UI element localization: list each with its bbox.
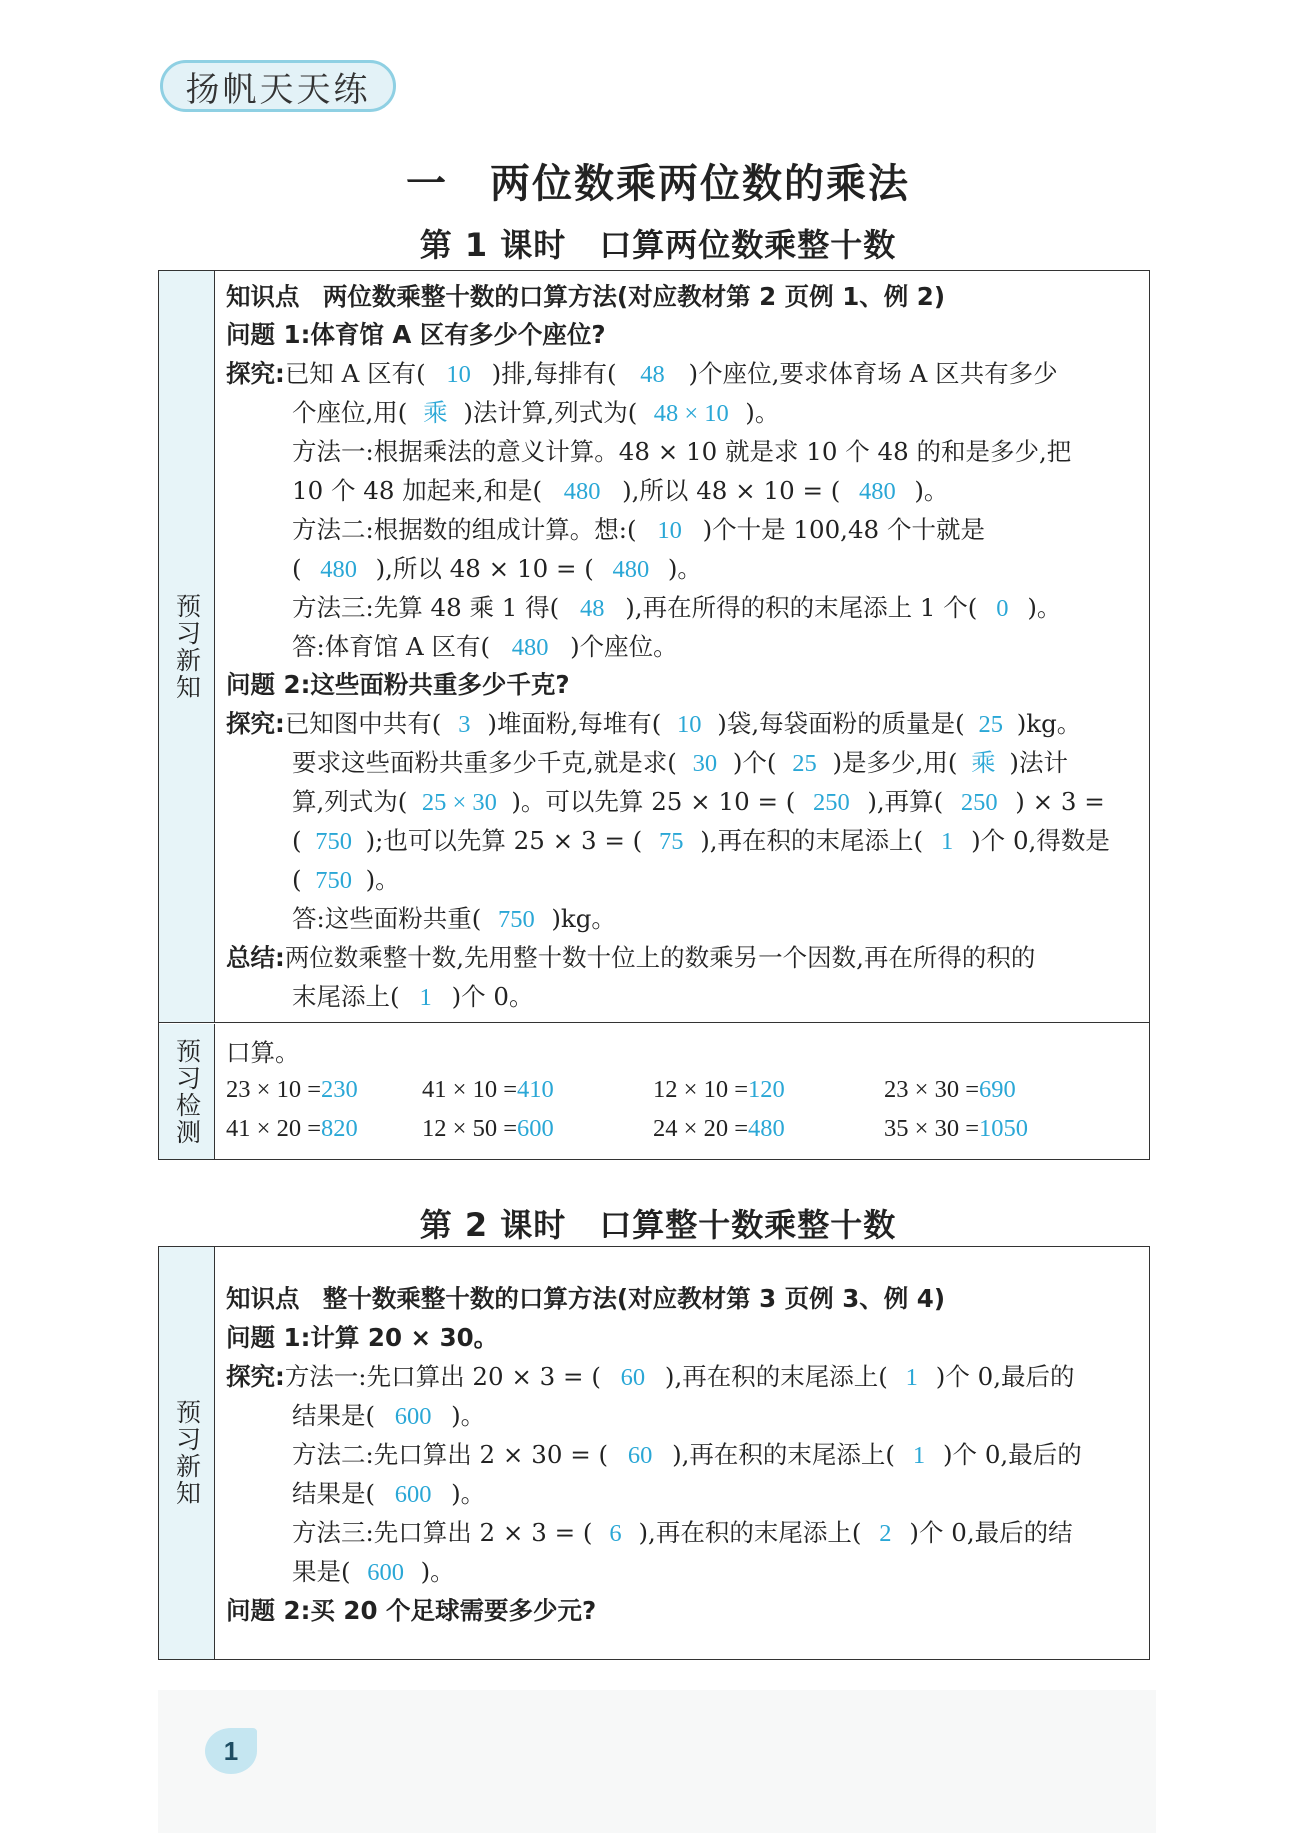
answer-1: 答:体育馆 A 区有( 480 )个座位。 (292, 632, 678, 661)
footer-band (158, 1690, 1156, 1833)
explore-line: 探究:已知 A 区有( 10 )排,每排有( 48 )个座位,要求体育场 A 区共有多少 (226, 359, 1058, 388)
question-2: 问题 2:买 20 个足球需要多少元? (226, 1596, 597, 1625)
method-1: 方法一:根据乘法的意义计算。48 × 10 就是求 10 个 48 的和是多少,把 (292, 437, 1072, 466)
question-1: 问题 1:体育馆 A 区有多少个座位? (226, 320, 606, 349)
calc-item: 41 × 20 =820 (226, 1115, 358, 1142)
summary-cont: 末尾添上( 1 )个 0。 (292, 982, 534, 1011)
method-2-cont: ( 480 ),所以 48 × 10 = ( 480 )。 (292, 554, 702, 583)
method-3: 方法三:先算 48 乘 1 得( 48 ),再在所得的积的末尾添上 1 个( 0 )。 (292, 593, 1062, 622)
calc-item: 24 × 20 =480 (653, 1115, 785, 1142)
method-3-result: 果是( 600 )。 (292, 1557, 455, 1586)
knowledge-point: 知识点 整十数乘整十数的口算方法(对应教材第 3 页例 3、例 4) (226, 1284, 946, 1313)
side-label-check: 预习检测 (159, 1024, 215, 1159)
summary: 总结:两位数乘整十数,先用整十数十位上的数乘另一个因数,再在所得的积的 (226, 943, 1036, 972)
explore-line: 探究:已知图中共有( 3 )堆面粉,每堆有( 10 )袋,每袋面粉的质量是( 25 )kg。 (226, 709, 1082, 738)
page-number: 1 (223, 1735, 239, 1766)
calc-item: 23 × 30 =690 (884, 1076, 1016, 1103)
lesson2-title: 第 2 课时 口算整十数乘整十数 (419, 1206, 897, 1244)
series-badge: 扬帆天天练 (160, 60, 396, 112)
divider (158, 1022, 1150, 1023)
method-1-result: 结果是( 600 )。 (292, 1401, 486, 1430)
explore-line: ( 750 );也可以先算 25 × 3 = ( 75 ),再在积的末尾添上( 1 )个 0,得数是 (292, 826, 1110, 855)
chapter-title: 一 两位数乘两位数的乘法 (406, 161, 910, 207)
knowledge-point: 知识点 两位数乘整十数的口算方法(对应教材第 2 页例 1、例 2) (226, 282, 946, 311)
method-3: 方法三:先口算出 2 × 3 = ( 6 ),再在积的末尾添上( 2 )个 0,最后的结 (292, 1518, 1073, 1547)
calc-item: 23 × 10 =230 (226, 1076, 358, 1103)
question-1: 问题 1:计算 20 × 30。 (226, 1323, 499, 1352)
explore-line: 要求这些面粉共重多少千克,就是求( 30 )个( 25 )是多少,用( 乘 )法计 (292, 748, 1068, 777)
side-label-preview: 预习新知 (159, 271, 215, 1022)
check-title: 口算。 (226, 1038, 300, 1067)
method-2: 方法二:根据数的组成计算。想:( 10 )个十是 100,48 个十就是 (292, 515, 985, 544)
method-2: 方法二:先口算出 2 × 30 = ( 60 ),再在积的末尾添上( 1 )个 0,最后的 (292, 1440, 1082, 1469)
page-number-leaf (205, 1728, 257, 1774)
calc-item: 12 × 10 =120 (653, 1076, 785, 1103)
side-label-preview: 预习新知 (159, 1247, 215, 1659)
calc-item: 35 × 30 =1050 (884, 1115, 1029, 1142)
lesson1-title: 第 1 课时 口算两位数乘整十数 (419, 226, 897, 264)
calc-item: 12 × 50 =600 (422, 1115, 554, 1142)
question-2: 问题 2:这些面粉共重多少千克? (226, 670, 570, 699)
method-2-result: 结果是( 600 )。 (292, 1479, 486, 1508)
explore-line: ( 750 )。 (292, 865, 400, 894)
method-1: 探究:方法一:先口算出 20 × 3 = ( 60 ),再在积的末尾添上( 1 )个 0,最后的 (226, 1362, 1075, 1391)
answer-2: 答:这些面粉共重( 750 )kg。 (292, 904, 616, 933)
explore-line: 算,列式为( 25 × 30 )。可以先算 25 × 10 = ( 250 ),再算( 250 ) × 3 = (292, 787, 1105, 816)
explore-line: 个座位,用( 乘 )法计算,列式为( 48 × 10 )。 (292, 398, 780, 427)
calc-item: 41 × 10 =410 (422, 1076, 554, 1103)
method-1-cont: 10 个 48 加起来,和是( 480 ),所以 48 × 10 = ( 480 )。 (292, 476, 949, 505)
